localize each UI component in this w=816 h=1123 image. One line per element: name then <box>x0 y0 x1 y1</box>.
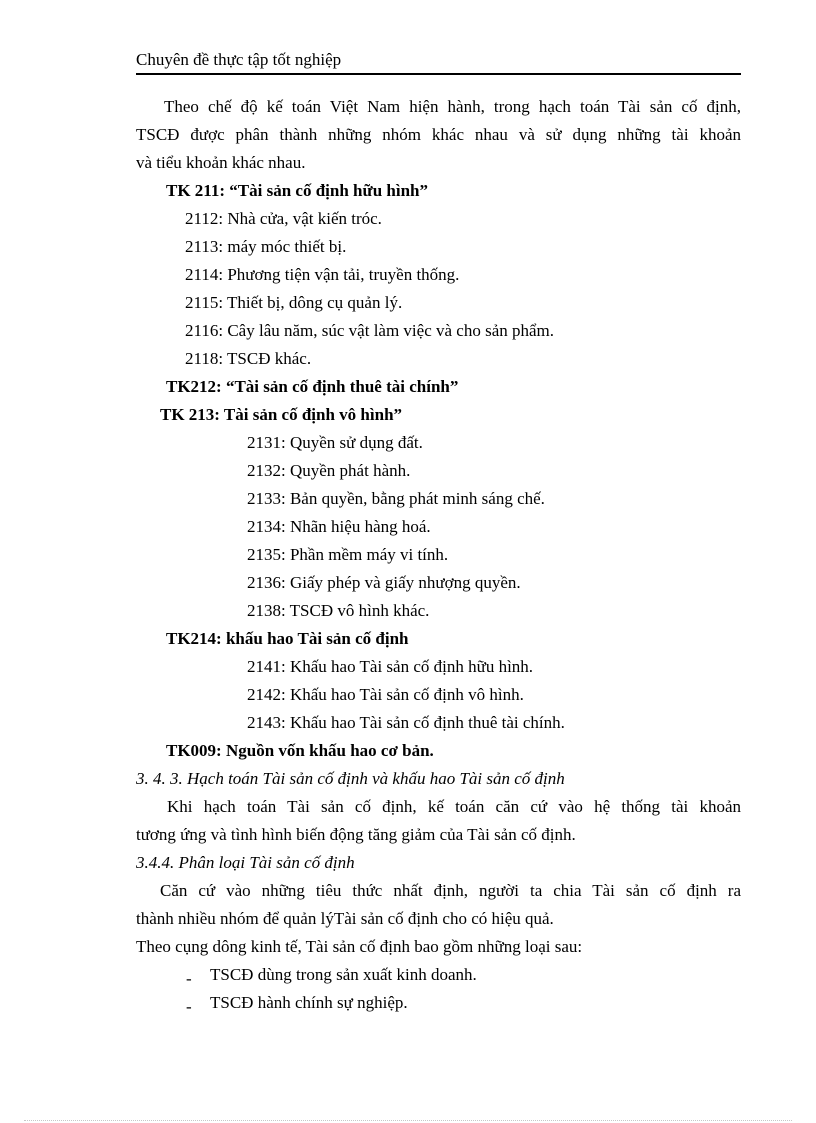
tk213-item: 2132: Quyền phát hành. <box>247 461 411 480</box>
tk214-item: 2143: Khấu hao Tài sản cố định thuê tài chính. <box>247 713 565 732</box>
section-344-line-3: Theo cụng dông kinh tế, Tài sản cố định bao gồm những loại sau: <box>136 937 583 956</box>
intro-line-3: và tiểu khoản khác nhau. <box>136 153 306 172</box>
header-title: Chuyên đề thực tập tốt nghiệp <box>136 50 342 69</box>
tk213-item: 2135: Phần mềm máy vi tính. <box>247 545 449 564</box>
tk213-item: 2131: Quyền sử dụng đất. <box>247 433 423 452</box>
tk211-item: 2114: Phương tiện vận tải, truyền thống. <box>185 265 460 284</box>
tk211-item: 2112: Nhà cửa, vật kiến tróc. <box>185 209 382 228</box>
tk213-item: 2134: Nhãn hiệu hàng hoá. <box>247 517 431 536</box>
tk211-item: 2115: Thiết bị, dông cụ quản lý. <box>185 293 403 312</box>
section-344-line-1: Căn cứ vào những tiêu thức nhất định, người ta chia Tài sản cố định ra <box>160 881 741 900</box>
tk211-item: 2113: máy móc thiết bị. <box>185 237 347 256</box>
tk211-item: 2118: TSCĐ khác. <box>185 349 312 368</box>
bullet-item: TSCĐ hành chính sự nghiệp. <box>210 993 408 1012</box>
bullet-marker: - <box>186 969 192 988</box>
tk009-heading: TK009: Nguồn vốn khấu hao cơ bản. <box>166 741 434 760</box>
page-header <box>136 50 741 75</box>
tk214-item: 2141: Khấu hao Tài sản cố định hữu hình. <box>247 657 534 676</box>
intro-line-2: TSCĐ được phân thành những nhóm khác nhau và sử dụng những tài khoản <box>136 125 741 144</box>
tk213-item: 2133: Bản quyền, bằng phát minh sáng chế. <box>247 489 545 508</box>
intro-line-1: Theo chế độ kế toán Việt Nam hiện hành, trong hạch toán Tài sản cố định, <box>164 97 741 116</box>
tk212-heading: TK212: “Tài sản cố định thuê tài chính” <box>166 377 459 396</box>
bullet-marker: - <box>186 997 192 1016</box>
tk214-item: 2142: Khấu hao Tài sản cố định vô hình. <box>247 685 524 704</box>
tk214-heading: TK214: khấu hao Tài sản cố định <box>166 629 409 648</box>
tk213-heading: TK 213: Tài sản cố định vô hình” <box>160 405 403 424</box>
bullet-item: TSCĐ dùng trong sản xuất kinh doanh. <box>210 965 477 984</box>
section-343-title: 3. 4. 3. Hạch toán Tài sản cố định và khấu hao Tài sản cố định <box>136 769 565 788</box>
tk213-item: 2136: Giấy phép và giấy nhượng quyền. <box>247 573 521 592</box>
page-bottom-divider <box>24 1120 792 1121</box>
section-343-line-2: tương ứng và tình hình biến động tăng giảm của Tài sản cố định. <box>136 825 576 844</box>
section-344-title: 3.4.4. Phân loại Tài sản cố định <box>136 853 355 872</box>
tk211-heading: TK 211: “Tài sản cố định hữu hình” <box>166 181 428 200</box>
tk211-item: 2116: Cây lâu năm, súc vật làm việc và cho sản phẩm. <box>185 321 555 340</box>
section-343-line-1: Khi hạch toán Tài sản cố định, kế toán căn cứ vào hệ thống tài khoản <box>167 797 741 816</box>
tk213-item: 2138: TSCĐ vô hình khác. <box>247 601 430 620</box>
section-344-line-2: thành nhiều nhóm để quản lýTài sản cố định cho có hiệu quả. <box>136 909 554 928</box>
